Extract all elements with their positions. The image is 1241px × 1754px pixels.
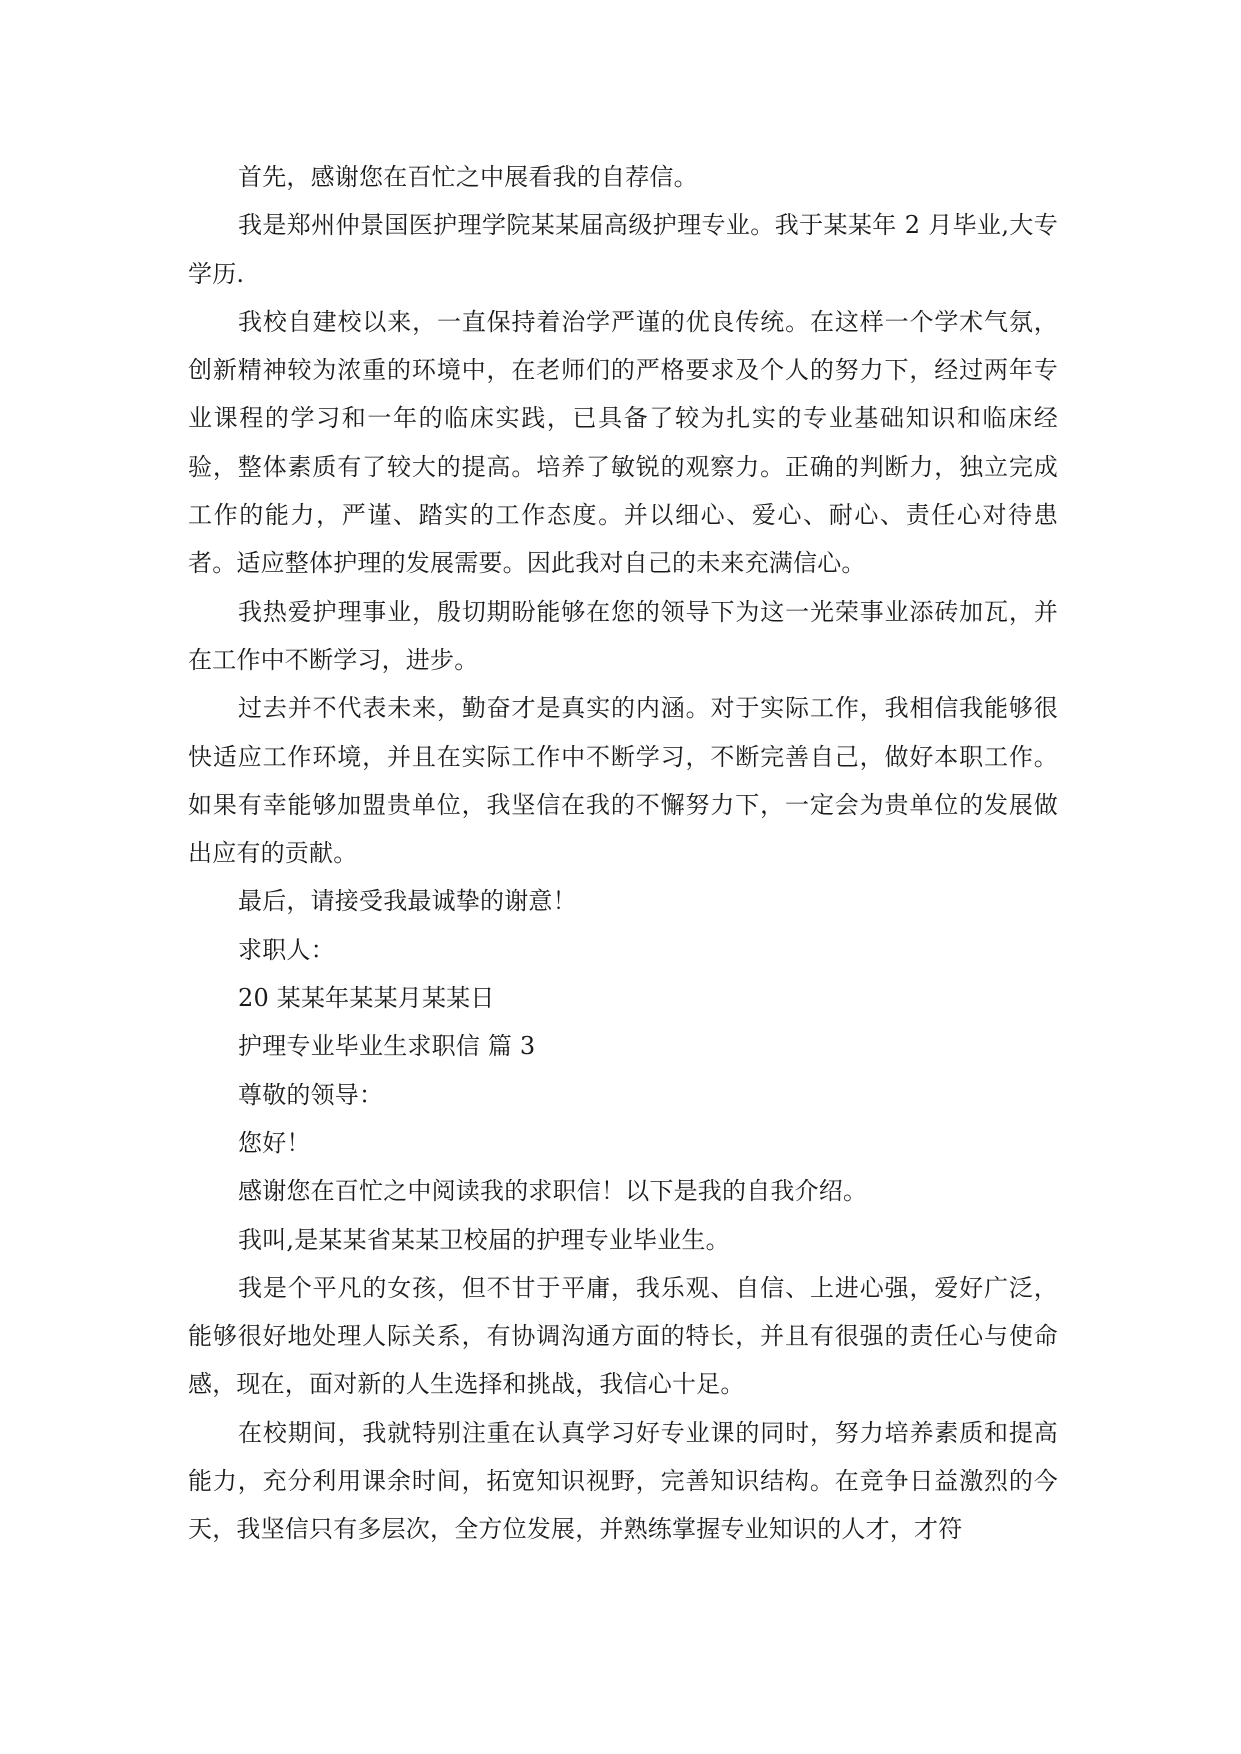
paragraph-thanks-reading: 感谢您在百忙之中阅读我的求职信！以下是我的自我介绍。: [238, 1177, 868, 1206]
salutation: 尊敬的领导：: [238, 1080, 384, 1109]
paragraph-study-period: 在校期间，我就特别注重在认真学习好专业课的同时，努力培养素质和提高能力，充分利用课余时间，拓宽知识视野，完善知识结构。在竞争日益激烈的今天，我坚信只有多层次，全方位发展，并熟练掌握专业知识的人才，才符: [188, 1418, 1058, 1544]
paragraph-introduction: 我是郑州仲景国医护理学院某某届高级护理专业。我于某某年 2 月毕业,大专学历.: [188, 211, 1058, 288]
paragraph-closing-thanks: 最后，请接受我最诚挚的谢意！: [238, 887, 577, 916]
paragraph-self-name: 我叫,是某某省某某卫校届的护理专业毕业生。: [238, 1225, 730, 1254]
section-title-letter-3: 护理专业毕业生求职信 篇 3: [238, 1032, 536, 1061]
greeting: 您好！: [238, 1128, 311, 1157]
paragraph-thanks-opening: 首先，感谢您在百忙之中展看我的自荐信。: [238, 163, 698, 191]
signature-label: 求职人：: [238, 935, 335, 964]
paragraph-career-passion: 我热爱护理事业，殷切期盼能够在您的领导下为这一光荣事业添砖加瓦，并在工作中不断学习，进步。: [188, 597, 1058, 674]
date-line: 20 某某年某某月某某日: [238, 984, 495, 1013]
paragraph-personality: 我是个平凡的女孩，但不甘于平庸，我乐观、自信、上进心强，爱好广泛，能够很好地处理人际关系，有协调沟通方面的特长，并且有很强的责任心与使命感，现在，面对新的人生选择和挑战，我信心十足。: [188, 1273, 1058, 1399]
letter-body: [188, 153, 1058, 1554]
paragraph-future-commitment: 过去并不代表未来，勤奋才是真实的内涵。对于实际工作，我相信我能够很快适应工作环境，并且在实际工作中不断学习，不断完善自己，做好本职工作。如果有幸能够加盟贵单位，我坚信在我的不懈努力下，一定会为贵单位的发展做出应有的贡献。: [188, 694, 1058, 868]
paragraph-school-experience: 我校自建校以来，一直保持着治学严谨的优良传统。在这样一个学术气氛，创新精神较为浓重的环境中，在老师们的严格要求及个人的努力下，经过两年专业课程的学习和一年的临床实践，已具备了较为扎实的专业基础知识和临床经验，整体素质有了较大的提高。培养了敏锐的观察力。正确的判断力，独立完成工作的能力，严谨、踏实的工作态度。并以细心、爱心、耐心、责任心对待患者。适应整体护理的发展需要。因此我对自己的未来充满信心。: [188, 307, 1058, 578]
